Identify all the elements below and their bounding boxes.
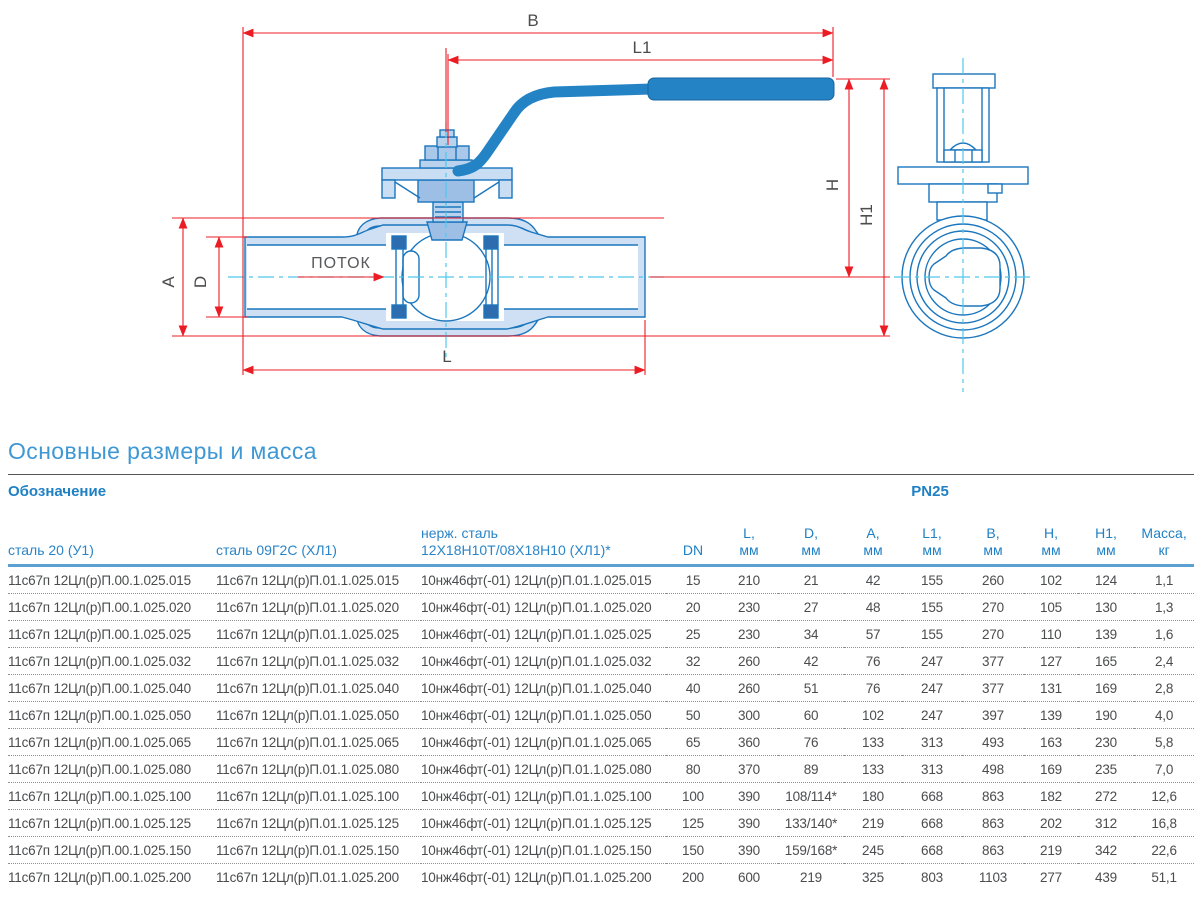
- value-cell: 2,8: [1134, 675, 1194, 702]
- mass-column-header: Масса, кг: [1134, 507, 1194, 566]
- value-cell: 27: [778, 594, 844, 621]
- designation-cell: 10нж46фт(-01) 12Цл(р)П.01.1.025.150: [421, 837, 666, 864]
- value-cell: 668: [902, 837, 962, 864]
- value-cell: 131: [1024, 675, 1078, 702]
- table-row: [8, 864, 1194, 891]
- datasheet-content: [8, 438, 1194, 890]
- value-cell: 25: [666, 621, 720, 648]
- value-cell: 390: [720, 837, 778, 864]
- a-column-header: A, мм: [844, 507, 902, 566]
- table-row: [8, 594, 1194, 621]
- dimensions-table: [8, 474, 1194, 890]
- value-cell: 325: [862, 869, 884, 885]
- table-row: [8, 837, 1194, 864]
- value-cell: 32: [666, 648, 720, 675]
- value-cell: 260: [720, 648, 778, 675]
- table-row: [8, 566, 1194, 594]
- value-cell: 21: [778, 566, 844, 594]
- table-row: [8, 783, 1194, 810]
- value-cell: 370: [720, 756, 778, 783]
- value-cell: 165: [1078, 648, 1134, 675]
- table-header-row-groups: [8, 475, 1194, 508]
- value-cell: 219: [844, 810, 902, 837]
- value-cell: 80: [666, 756, 720, 783]
- value-cell: 60: [778, 702, 844, 729]
- value-cell: 498: [962, 756, 1024, 783]
- value-cell: 42: [844, 566, 902, 594]
- value-cell: 133: [844, 756, 902, 783]
- pn-group-header: PN25: [666, 475, 1194, 508]
- designation-cell: 11с67п 12Цл(р)П.01.1.025.015: [216, 566, 421, 594]
- value-cell: 863: [962, 783, 1024, 810]
- table-row: [8, 756, 1194, 783]
- handle-grip: [648, 78, 834, 100]
- designation-cell: 11с67п 12Цл(р)П.01.1.025.020: [216, 594, 421, 621]
- designation-cell: 11с67п 12Цл(р)П.00.1.025.200: [8, 869, 191, 885]
- designation-cell: 11с67п 12Цл(р)П.01.1.025.080: [216, 756, 421, 783]
- value-cell: 1103: [978, 869, 1008, 885]
- value-cell: 169: [1078, 675, 1134, 702]
- designation-cell: 11с67п 12Цл(р)П.00.1.025.020: [8, 594, 216, 621]
- value-cell: 182: [1024, 783, 1078, 810]
- value-cell: 230: [720, 594, 778, 621]
- value-cell: 105: [1024, 594, 1078, 621]
- designation-cell: 11с67п 12Цл(р)П.00.1.025.025: [8, 621, 216, 648]
- value-cell: 48: [844, 594, 902, 621]
- designation-cell: 10нж46фт(-01) 12Цл(р)П.01.1.025.100: [421, 783, 666, 810]
- value-cell: 668: [902, 810, 962, 837]
- table-row: [8, 810, 1194, 837]
- value-cell: 219: [1024, 837, 1078, 864]
- designation-cell: 11с67п 12Цл(р)П.01.1.025.125: [216, 810, 421, 837]
- dim-label-D: D: [191, 275, 210, 289]
- table-row: [8, 729, 1194, 756]
- designation-cell: 11с67п 12Цл(р)П.01.1.025.025: [216, 621, 421, 648]
- designation-cell: 11с67п 12Цл(р)П.00.1.025.015: [8, 566, 216, 594]
- designation-cell: 11с67п 12Цл(р)П.00.1.025.032: [8, 648, 216, 675]
- designation-cell: 11с67п 12Цл(р)П.01.1.025.032: [216, 648, 421, 675]
- designation-cell: 11с67п 12Цл(р)П.01.1.025.050: [216, 702, 421, 729]
- value-cell: 342: [1078, 837, 1134, 864]
- material-label: сталь 09Г2С (ХЛ1): [216, 542, 337, 558]
- value-cell: 110: [1024, 621, 1078, 648]
- table-body: [8, 566, 1194, 891]
- value-cell: 313: [902, 729, 962, 756]
- designation-cell: 10нж46фт(-01) 12Цл(р)П.01.1.025.050: [421, 702, 666, 729]
- dim-label-B: B: [527, 11, 539, 30]
- dim-label-H: H: [823, 178, 842, 192]
- value-cell: 2,4: [1134, 648, 1194, 675]
- value-cell: 1,6: [1134, 621, 1194, 648]
- valve-front-view: [245, 130, 645, 336]
- designation-cell: 10нж46фт(-01) 12Цл(р)П.01.1.025.200: [421, 869, 652, 885]
- d-column-header: D, мм: [778, 507, 844, 566]
- value-cell: 202: [1024, 810, 1078, 837]
- table-row: [8, 648, 1194, 675]
- value-cell: 15: [666, 566, 720, 594]
- value-cell: 803: [921, 869, 943, 885]
- value-cell: 50: [666, 702, 720, 729]
- handle: [458, 78, 834, 171]
- designation-cell: 10нж46фт(-01) 12Цл(р)П.01.1.025.065: [421, 729, 666, 756]
- value-cell: 155: [902, 621, 962, 648]
- value-cell: 260: [720, 675, 778, 702]
- value-cell: 312: [1078, 810, 1134, 837]
- value-cell: 390: [720, 810, 778, 837]
- value-cell: 40: [666, 675, 720, 702]
- value-cell: 668: [902, 783, 962, 810]
- value-cell: 163: [1024, 729, 1078, 756]
- value-cell: 20: [666, 594, 720, 621]
- designation-cell: 11с67п 12Цл(р)П.00.1.025.150: [8, 837, 216, 864]
- value-cell: 260: [962, 566, 1024, 594]
- h-column-header: H, мм: [1024, 507, 1078, 566]
- dim-label-A: A: [159, 276, 178, 288]
- material-label: сталь 20 (У1): [8, 542, 94, 558]
- designation-cell: 11с67п 12Цл(р)П.00.1.025.125: [8, 810, 216, 837]
- designation-cell: 10нж46фт(-01) 12Цл(р)П.01.1.025.032: [421, 648, 666, 675]
- value-cell: 180: [844, 783, 902, 810]
- value-cell: 300: [720, 702, 778, 729]
- value-cell: 159/168*: [778, 837, 844, 864]
- value-cell: 1,1: [1134, 566, 1194, 594]
- value-cell: 65: [666, 729, 720, 756]
- h1-column-header: H1, мм: [1078, 507, 1134, 566]
- value-cell: 133: [844, 729, 902, 756]
- value-cell: 247: [902, 648, 962, 675]
- value-cell: 230: [720, 621, 778, 648]
- designation-cell: 11с67п 12Цл(р)П.00.1.025.100: [8, 783, 216, 810]
- designation-cell: 10нж46фт(-01) 12Цл(р)П.01.1.025.015: [421, 566, 666, 594]
- value-cell: 12,6: [1134, 783, 1194, 810]
- value-cell: 57: [844, 621, 902, 648]
- value-cell: 863: [962, 810, 1024, 837]
- dim-label-H1: H1: [857, 204, 876, 226]
- value-cell: 76: [778, 729, 844, 756]
- designation-cell: 11с67п 12Цл(р)П.01.1.025.200: [216, 869, 399, 885]
- value-cell: 270: [962, 621, 1024, 648]
- table-row: [8, 675, 1194, 702]
- designation-cell: 11с67п 12Цл(р)П.01.1.025.100: [216, 783, 421, 810]
- value-cell: 100: [666, 783, 720, 810]
- value-cell: 377: [962, 675, 1024, 702]
- dn-column-header: DN: [666, 507, 720, 566]
- value-cell: 34: [778, 621, 844, 648]
- l1-column-header: L1, мм: [902, 507, 962, 566]
- value-cell: 139: [1024, 702, 1078, 729]
- designation-cell: 11с67п 12Цл(р)П.00.1.025.050: [8, 702, 216, 729]
- value-cell: 102: [1024, 566, 1078, 594]
- b-column-header: B, мм: [962, 507, 1024, 566]
- value-cell: 133/140*: [778, 810, 844, 837]
- value-cell: 124: [1078, 566, 1134, 594]
- value-cell: 139: [1078, 621, 1134, 648]
- dim-label-L1: L1: [632, 38, 652, 57]
- material-column-header: [8, 507, 216, 566]
- designation-cell: 11с67п 12Цл(р)П.01.1.025.150: [216, 837, 421, 864]
- value-cell: 863: [962, 837, 1024, 864]
- designation-cell: 11с67п 12Цл(р)П.00.1.025.040: [8, 675, 216, 702]
- designation-group-header: Обозначение: [8, 475, 666, 508]
- valve-technical-drawing: [0, 0, 1200, 435]
- value-cell: 270: [962, 594, 1024, 621]
- value-cell: 127: [1024, 648, 1078, 675]
- value-cell: 7,0: [1134, 756, 1194, 783]
- value-cell: 210: [720, 566, 778, 594]
- value-cell: 76: [844, 675, 902, 702]
- value-cell: 155: [902, 566, 962, 594]
- material-column-header: [421, 507, 666, 566]
- designation-cell: 10нж46фт(-01) 12Цл(р)П.01.1.025.025: [421, 621, 666, 648]
- value-cell: 313: [902, 756, 962, 783]
- value-cell: 245: [844, 837, 902, 864]
- value-cell: 102: [844, 702, 902, 729]
- value-cell: 89: [778, 756, 844, 783]
- value-cell: 51,1: [1151, 869, 1177, 885]
- designation-cell: 10нж46фт(-01) 12Цл(р)П.01.1.025.125: [421, 810, 666, 837]
- designation-cell: 10нж46фт(-01) 12Цл(р)П.01.1.025.080: [421, 756, 666, 783]
- value-cell: 439: [1095, 869, 1117, 885]
- value-cell: 230: [1078, 729, 1134, 756]
- value-cell: 155: [902, 594, 962, 621]
- value-cell: 600: [738, 869, 760, 885]
- value-cell: 493: [962, 729, 1024, 756]
- value-cell: 219: [800, 869, 822, 885]
- value-cell: 130: [1078, 594, 1134, 621]
- value-cell: 5,8: [1134, 729, 1194, 756]
- page-title: Основные размеры и масса: [8, 438, 317, 464]
- material-column-header: [216, 507, 421, 566]
- value-cell: 150: [666, 837, 720, 864]
- value-cell: 360: [720, 729, 778, 756]
- designation-cell: 11с67п 12Цл(р)П.01.1.025.065: [216, 729, 421, 756]
- dim-label-L: L: [442, 347, 452, 366]
- value-cell: 1,3: [1134, 594, 1194, 621]
- table-row: [8, 621, 1194, 648]
- handle-arm: [458, 89, 652, 171]
- value-cell: 51: [778, 675, 844, 702]
- value-cell: 377: [962, 648, 1024, 675]
- value-cell: 272: [1078, 783, 1134, 810]
- l-column-header: L, мм: [720, 507, 778, 566]
- value-cell: 108/114*: [778, 783, 844, 810]
- value-cell: 16,8: [1134, 810, 1194, 837]
- designation-cell: 11с67п 12Цл(р)П.00.1.025.080: [8, 756, 216, 783]
- flow-label: ПОТОК: [311, 255, 371, 272]
- designation-cell: 11с67п 12Цл(р)П.01.1.025.040: [216, 675, 421, 702]
- value-cell: 190: [1078, 702, 1134, 729]
- centerlines: [228, 58, 1032, 392]
- designation-cell: 10нж46фт(-01) 12Цл(р)П.01.1.025.020: [421, 594, 666, 621]
- value-cell: 4,0: [1134, 702, 1194, 729]
- value-cell: 390: [720, 783, 778, 810]
- value-cell: 247: [902, 675, 962, 702]
- value-cell: 247: [902, 702, 962, 729]
- value-cell: 125: [666, 810, 720, 837]
- value-cell: 76: [844, 648, 902, 675]
- table-header-row-columns: [8, 507, 1194, 566]
- table-row: [8, 702, 1194, 729]
- value-cell: 235: [1078, 756, 1134, 783]
- value-cell: 397: [962, 702, 1024, 729]
- value-cell: 277: [1040, 869, 1062, 885]
- designation-cell: 11с67п 12Цл(р)П.00.1.025.065: [8, 729, 216, 756]
- value-cell: 169: [1024, 756, 1078, 783]
- value-cell: 200: [682, 869, 704, 885]
- designation-cell: 10нж46фт(-01) 12Цл(р)П.01.1.025.040: [421, 675, 666, 702]
- material-label: 12Х18Н10Т/08Х18Н10 (ХЛ1)*: [421, 542, 611, 558]
- material-label: нерж. сталь: [421, 525, 498, 541]
- value-cell: 42: [778, 648, 844, 675]
- value-cell: 22,6: [1134, 837, 1194, 864]
